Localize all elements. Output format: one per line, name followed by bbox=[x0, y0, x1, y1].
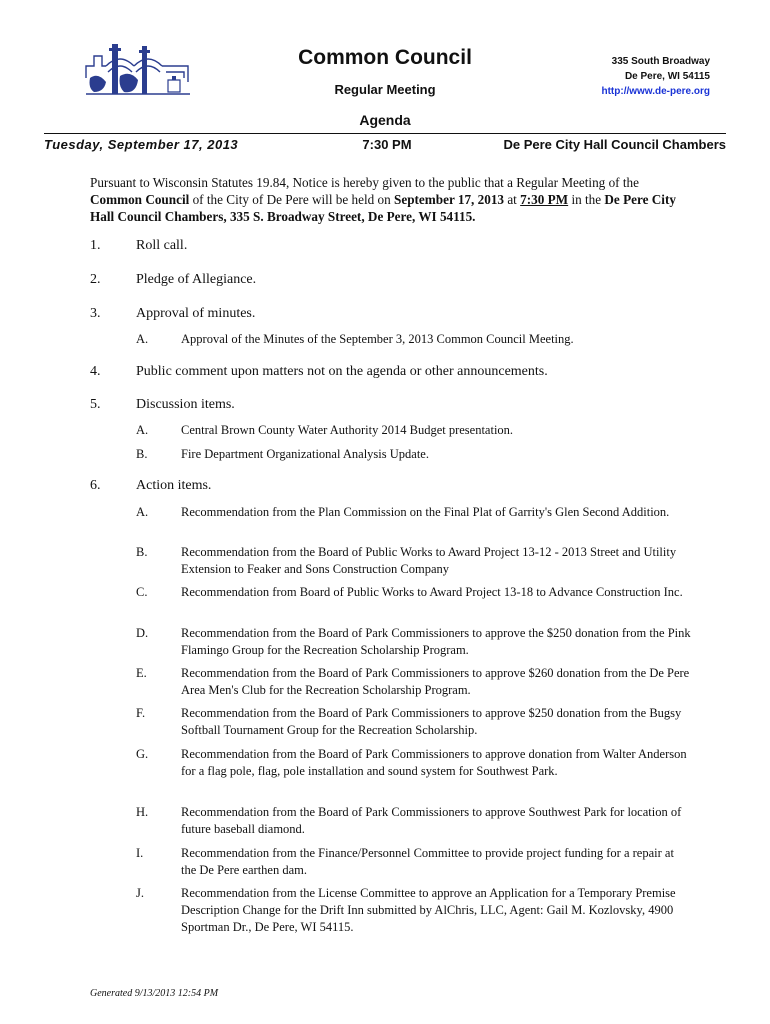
agenda-item-action: Action items. bbox=[136, 478, 212, 493]
item-number: 6. bbox=[90, 478, 101, 493]
generated-timestamp: Generated 9/13/2013 12:54 PM bbox=[90, 988, 219, 999]
sub-item-text: Recommendation from the Board of Park Commissioners to approve $250 donation from the Bugsy Softball Tournament Group for the Recreation Scholarship. bbox=[181, 706, 682, 737]
item-number: 4. bbox=[90, 364, 101, 379]
sub-item-letter: A. bbox=[136, 332, 149, 346]
sub-item-letter: D. bbox=[136, 626, 149, 640]
sub-item-text: Fire Department Organizational Analysis Update. bbox=[181, 447, 429, 461]
agenda-item-roll-call: Roll call. bbox=[136, 238, 188, 253]
agenda-item-minutes: Approval of minutes. bbox=[136, 306, 256, 321]
sub-item-text: Recommendation from the Board of Public Works to Award Project 13-12 - 2013 Street and Utility Extension to Feaker and Sons Construction Company bbox=[181, 545, 677, 576]
sub-item-letter: C. bbox=[136, 585, 148, 599]
city-logo-icon bbox=[84, 42, 192, 104]
sub-item-text: Recommendation from the Plan Commission on the Final Plat of Garrity's Glen Second Addition. bbox=[181, 505, 670, 519]
sub-item-text: Recommendation from the Finance/Personnel Committee to provide project funding for a repair at the De Pere earthen dam. bbox=[181, 846, 674, 877]
sub-item-letter: G. bbox=[136, 747, 149, 761]
meeting-type: Regular Meeting bbox=[334, 82, 436, 97]
sub-item-text: Recommendation from the Board of Park Commissioners to approve $260 donation from the De Pere Area Men's Club for the Recreation Scholarship Program. bbox=[181, 666, 690, 697]
header-divider bbox=[44, 133, 726, 134]
sub-item-letter: F. bbox=[136, 706, 146, 720]
website-link[interactable]: http://www.de-pere.org bbox=[601, 86, 710, 97]
item-number: 5. bbox=[90, 397, 101, 412]
sub-item-letter: J. bbox=[136, 886, 144, 900]
sub-item-letter: B. bbox=[136, 545, 148, 559]
agenda-item-pledge: Pledge of Allegiance. bbox=[136, 272, 257, 287]
address-line1: 335 South Broadway bbox=[611, 56, 710, 67]
item-number: 1. bbox=[90, 238, 101, 253]
sub-item-text: Recommendation from Board of Public Works to Award Project 13-18 to Advance Construction Inc. bbox=[181, 585, 683, 599]
sub-item-letter: E. bbox=[136, 666, 147, 680]
sub-item-text: Recommendation from the License Committee to approve an Application for a Temporary Premise Description Change for the Drift Inn submitted by AlChris, LLC, Agent: Gail M. Kozlovsky, 4900 Sportman Dr., De Pere, WI 54115. bbox=[181, 886, 676, 934]
page-title: Common Council bbox=[298, 46, 472, 69]
sub-item-letter: I. bbox=[136, 846, 144, 860]
sub-item-text: Approval of the Minutes of the September 3, 2013 Common Council Meeting. bbox=[181, 332, 574, 346]
sub-item-letter: H. bbox=[136, 805, 149, 819]
intro-paragraph: Pursuant to Wisconsin Statutes 19.84, Notice is hereby given to the public that a Regular Meeting of the Common Council of the City of De Pere will be held on September 17, 2013 at 7:30 PM in the De Pere City Hall Council Chambers, 335 S. Broadway Street, De Pere, WI 54115. bbox=[90, 175, 676, 224]
sub-item-text: Recommendation from the Board of Park Commissioners to approve the $250 donation from the Pink Flamingo Group for the Recreation Scholarship Program. bbox=[181, 626, 691, 657]
sub-item-text: Recommendation from the Board of Park Commissioners to approve Southwest Park for location of future baseball diamond. bbox=[181, 805, 682, 836]
agenda-item-discussion: Discussion items. bbox=[136, 397, 235, 412]
meeting-location: De Pere City Hall Council Chambers bbox=[503, 137, 726, 152]
agenda-heading: Agenda bbox=[359, 112, 411, 128]
item-number: 2. bbox=[90, 272, 101, 287]
item-number: 3. bbox=[90, 306, 101, 321]
address-line2: De Pere, WI 54115 bbox=[624, 71, 710, 82]
agenda-item-public-comment: Public comment upon matters not on the agenda or other announcements. bbox=[136, 364, 548, 379]
sub-item-text: Recommendation from the Board of Park Commissioners to approve donation from Walter Anderson for a flag pole, flag, pole installation and sound system for Southwest Park. bbox=[181, 747, 687, 778]
sub-item-letter: A. bbox=[136, 505, 149, 519]
meeting-date: Tuesday, September 17, 2013 bbox=[44, 137, 239, 152]
meeting-time: 7:30 PM bbox=[362, 137, 412, 152]
sub-item-letter: B. bbox=[136, 447, 148, 461]
sub-item-text: Central Brown County Water Authority 2014 Budget presentation. bbox=[181, 423, 514, 437]
sub-item-letter: A. bbox=[136, 423, 149, 437]
